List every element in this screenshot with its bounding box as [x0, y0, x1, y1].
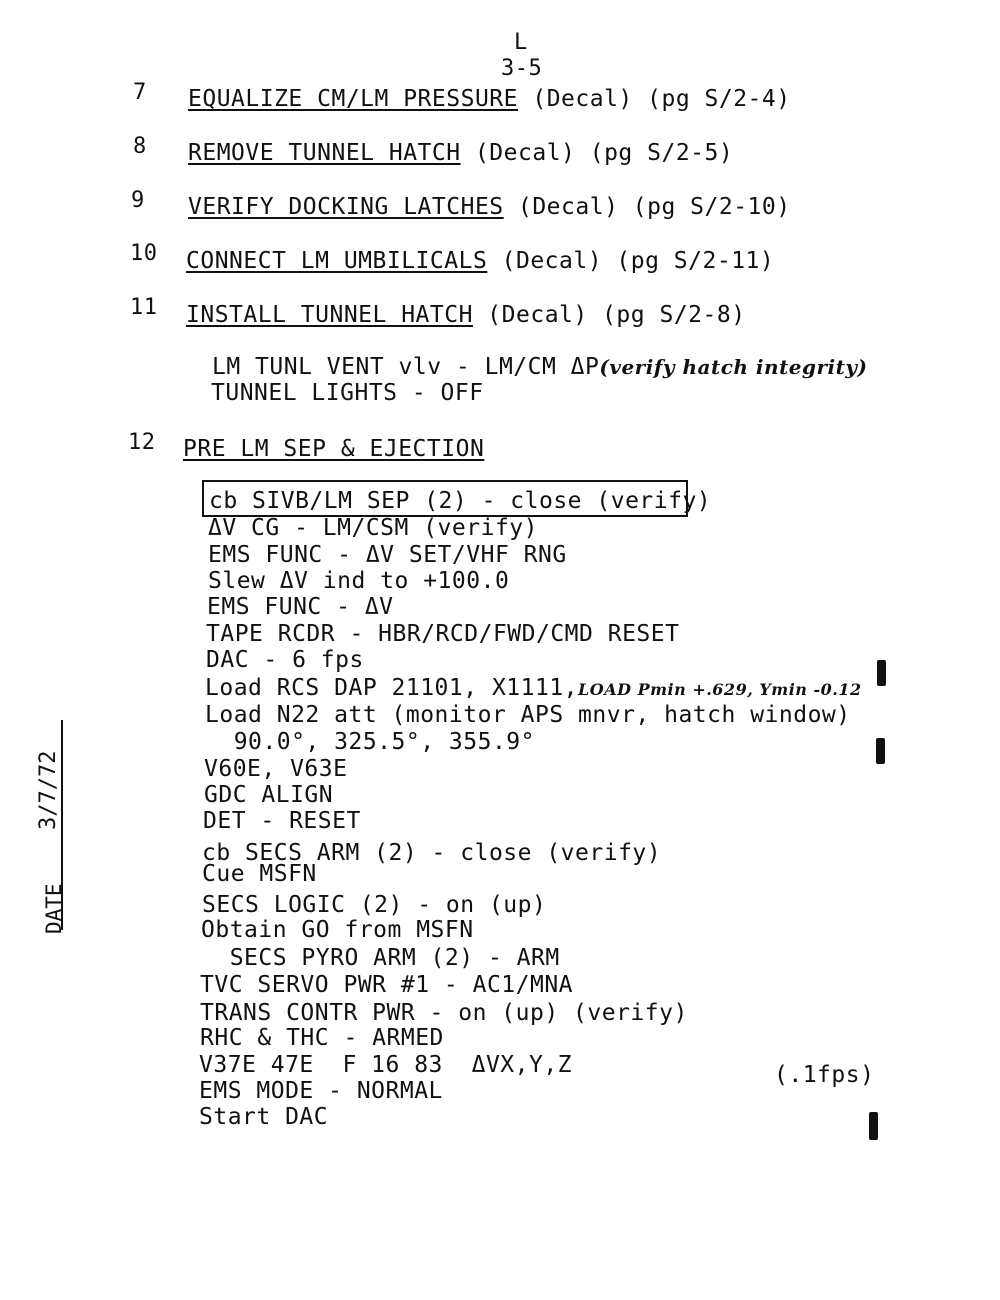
step-line: Start DAC	[199, 1104, 329, 1130]
step-number-11: 11	[130, 295, 158, 320]
step-7-ref: (Decal) (pg S/2-4)	[518, 86, 791, 112]
step-line: ΔV CG - LM/CSM (verify)	[208, 515, 538, 541]
step-10-ref: (Decal) (pg S/2-11)	[487, 248, 775, 274]
step-7	[188, 86, 791, 112]
step-line: 90.0°, 325.5°, 355.9°	[205, 729, 535, 755]
change-bar	[877, 660, 886, 686]
step-line: GDC ALIGN	[204, 782, 334, 808]
handwritten-hatch-note: (verify hatch integrity)	[599, 355, 868, 379]
step-10-title: CONNECT LM UMBILICALS	[186, 248, 488, 274]
step-line: Load RCS DAP 21101, X1111,	[205, 675, 579, 701]
step-line-dap	[205, 675, 862, 703]
step-line: SECS LOGIC (2) - on (up)	[202, 892, 547, 918]
step-line: EMS MODE - NORMAL	[199, 1078, 443, 1104]
step-line: TVC SERVO PWR #1 - AC1/MNA	[200, 972, 574, 998]
units-note: (.1fps)	[774, 1062, 875, 1088]
step-line: DET - RESET	[203, 808, 361, 834]
step-number-7: 7	[133, 80, 147, 105]
handwritten-dap-note: LOAD Pmin +.629, Ymin -0.12	[578, 680, 862, 699]
step-line: V60E, V63E	[204, 756, 348, 782]
step-number-10: 10	[130, 241, 158, 266]
step-number-8: 8	[133, 134, 147, 159]
page-number: 3-5	[501, 56, 543, 81]
step-9	[188, 194, 791, 220]
step-8	[188, 140, 733, 166]
step-9-ref: (Decal) (pg S/2-10)	[503, 194, 791, 220]
step-11-sub-1	[212, 354, 867, 380]
step-8-ref: (Decal) (pg S/2-5)	[460, 140, 734, 166]
step-line: cb SECS ARM (2) - close (verify)	[202, 840, 662, 866]
step-12-title: PRE LM SEP & EJECTION	[183, 436, 485, 462]
step-10	[186, 248, 774, 274]
step-line: Slew ΔV ind to +100.0	[208, 568, 510, 594]
step-9-title: VERIFY DOCKING LATCHES	[188, 194, 504, 220]
step-11-title: INSTALL TUNNEL HATCH	[186, 302, 473, 328]
step-line: Cue MSFN	[202, 861, 317, 887]
change-bar	[869, 1112, 878, 1140]
step-11	[186, 302, 746, 328]
step-line: Load N22 att (monitor APS mnvr, hatch window)	[205, 702, 851, 728]
step-line: TRANS CONTR PWR - on (up) (verify)	[200, 1000, 688, 1026]
step-line: Obtain GO from MSFN	[201, 917, 474, 943]
step-11-sub-2: TUNNEL LIGHTS - OFF	[211, 380, 484, 406]
step-line: DAC - 6 fps	[206, 647, 364, 673]
step-number-12: 12	[128, 430, 156, 455]
step-line: TAPE RCDR - HBR/RCD/FWD/CMD RESET	[206, 621, 680, 647]
step-line: EMS FUNC - ΔV	[207, 594, 394, 620]
step-7-title: EQUALIZE CM/LM PRESSURE	[188, 86, 518, 112]
step-number-9: 9	[131, 188, 145, 213]
change-bar	[876, 738, 885, 764]
page-letter: L	[514, 30, 528, 55]
step-line: RHC & THC - ARMED	[200, 1025, 444, 1051]
step-12	[183, 436, 484, 462]
step-11-ref: (Decal) (pg S/2-8)	[472, 302, 746, 328]
step-8-title: REMOVE TUNNEL HATCH	[188, 140, 461, 166]
step-line: EMS FUNC - ΔV SET/VHF RNG	[208, 542, 567, 568]
date-value: 3/7/72	[36, 750, 61, 830]
tunnel-vent-step: LM TUNL VENT vlv - LM/CM ΔP	[212, 354, 600, 380]
date-field	[30, 690, 90, 950]
step-line: V37E 47E F 16 83 ΔVX,Y,Z	[199, 1052, 573, 1078]
step-line: cb SIVB/LM SEP (2) - close (verify)	[209, 488, 712, 514]
date-label: DATE	[42, 883, 66, 934]
step-line: SECS PYRO ARM (2) - ARM	[201, 945, 560, 971]
